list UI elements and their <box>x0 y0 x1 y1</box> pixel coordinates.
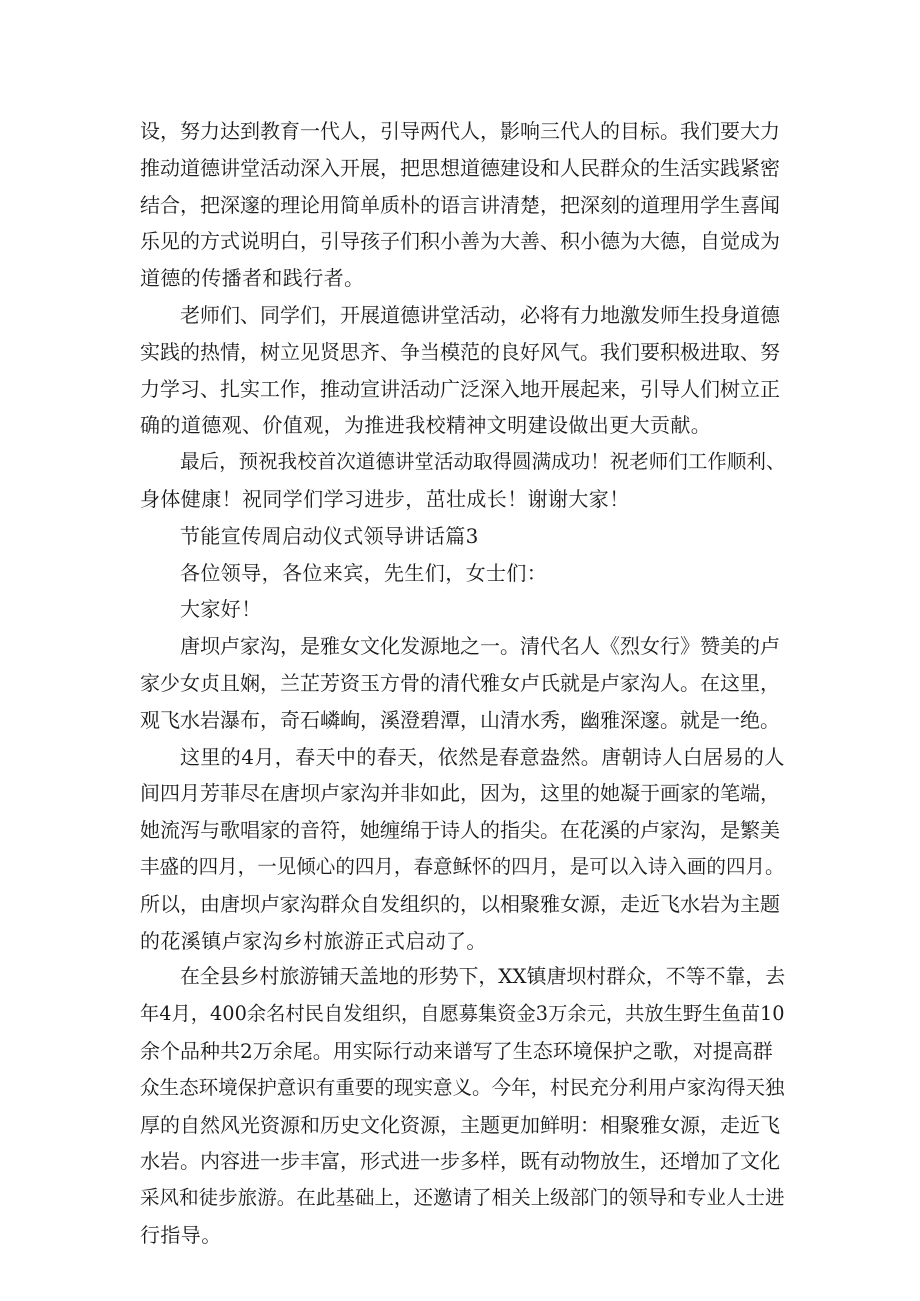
text-line: 水岩。内容进一步丰富，形式进一步多样，既有动物放生，还增加了文化 <box>140 1149 780 1174</box>
text-line: 行指导。 <box>140 1222 222 1247</box>
text-line: 厚的自然风光资源和历史文化资源，主题更加鲜明：相聚雅女源，走近飞 <box>140 1112 780 1137</box>
text-line: 间四月芳菲尽在唐坝卢家沟并非如此，因为，这里的她凝于画家的笔端， <box>140 781 780 806</box>
text-line: 众生态环境保护意识有重要的现实意义。今年，村民充分利用卢家沟得天独 <box>140 1075 785 1099</box>
text-line: 身体健康！祝同学们学习进步，茁壮成长！谢谢大家！ <box>140 486 630 511</box>
text-line: 大家好！ <box>180 597 262 622</box>
text-line: 她流泻与歌唱家的音符，她缠绵于诗人的指尖。在花溪的卢家沟，是繁美 <box>140 818 780 843</box>
text-line: 结合，把深邃的理论用简单质朴的语言讲清楚，把深刻的道理用学生喜闻 <box>140 192 780 217</box>
text-line: 确的道德观、价值观，为推进我校精神文明建设做出更大贡献。 <box>140 413 712 438</box>
paragraph <box>140 628 785 738</box>
text-line: 所以，由唐坝卢家沟群众自发组织的，以相聚雅女源，走近飞水岩为主题 <box>140 891 780 916</box>
paragraph <box>140 739 785 960</box>
text-line: 推动道德讲堂活动深入开展，把思想道德建设和人民群众的生活实践紧密 <box>140 155 780 180</box>
text-line: 丰盛的四月，一见倾心的四月，春意稣怀的四月，是可以入诗入画的四月。 <box>140 854 785 878</box>
text-line: 实践的热情，树立见贤思齐、争当模范的良好风气。我们要积极进取、努 <box>140 339 780 364</box>
text-line: 年4月，400余名村民自发组织，自愿募集资金3万余元，共放生野生鱼苗10 <box>140 1002 785 1026</box>
text-line: 在全县乡村旅游铺天盖地的形势下，XX镇唐坝村群众，不等不靠，去 <box>180 965 786 989</box>
text-line: 各位领导，各位来宾，先生们，女士们： <box>180 560 548 585</box>
text-line: 的花溪镇卢家沟乡村旅游正式启动了。 <box>140 928 487 953</box>
text-line: 乐见的方式说明白，引导孩子们积小善为大善、积小德为大德，自觉成为 <box>140 229 780 254</box>
text-line: 最后，预祝我校首次道德讲堂活动取得圆满成功！祝老师们工作顺利、 <box>180 450 786 474</box>
text-line: 家少女贞且娴，兰芷芳资玉方骨的清代雅女卢氏就是卢家沟人。在这里， <box>140 670 780 695</box>
text-line: 道德的传播者和践行者。 <box>140 266 365 291</box>
paragraph <box>140 444 785 518</box>
paragraph <box>140 591 785 628</box>
text-line: 余个品种共2万余尾。用实际行动来谱写了生态环境保护之歌，对提高群 <box>140 1038 773 1063</box>
text-line: 观飞水岩瀑布，奇石嶙峋，溪澄碧潭，山清水秀，幽雅深邃。就是一绝。 <box>140 707 780 732</box>
text-line: 采风和徒步旅游。在此基础上，还邀请了相关上级部门的领导和专业人士进 <box>140 1186 785 1210</box>
paragraph <box>140 959 785 1253</box>
text-line: 老师们、同学们，开展道德讲堂活动，必将有力地激发师生投身道德 <box>180 302 780 327</box>
text-line: 力学习、扎实工作，推动宣讲活动广泛深入地开展起来，引导人们树立正 <box>140 376 780 401</box>
paragraph <box>140 297 785 444</box>
paragraph <box>140 518 785 555</box>
text-line: 唐坝卢家沟，是雅女文化发源地之一。清代名人《烈女行》赞美的卢 <box>180 634 780 659</box>
text-line: 节能宣传周启动仪式领导讲话篇3 <box>180 523 479 548</box>
text-line: 设，努力达到教育一代人，引导两代人，影响三代人的目标。我们要大力 <box>140 119 780 143</box>
paragraph <box>140 113 785 297</box>
document-body <box>140 113 785 1254</box>
paragraph <box>140 555 785 592</box>
text-line: 这里的4月，春天中的春天，依然是春意盎然。唐朝诗人白居易的人 <box>180 744 785 769</box>
